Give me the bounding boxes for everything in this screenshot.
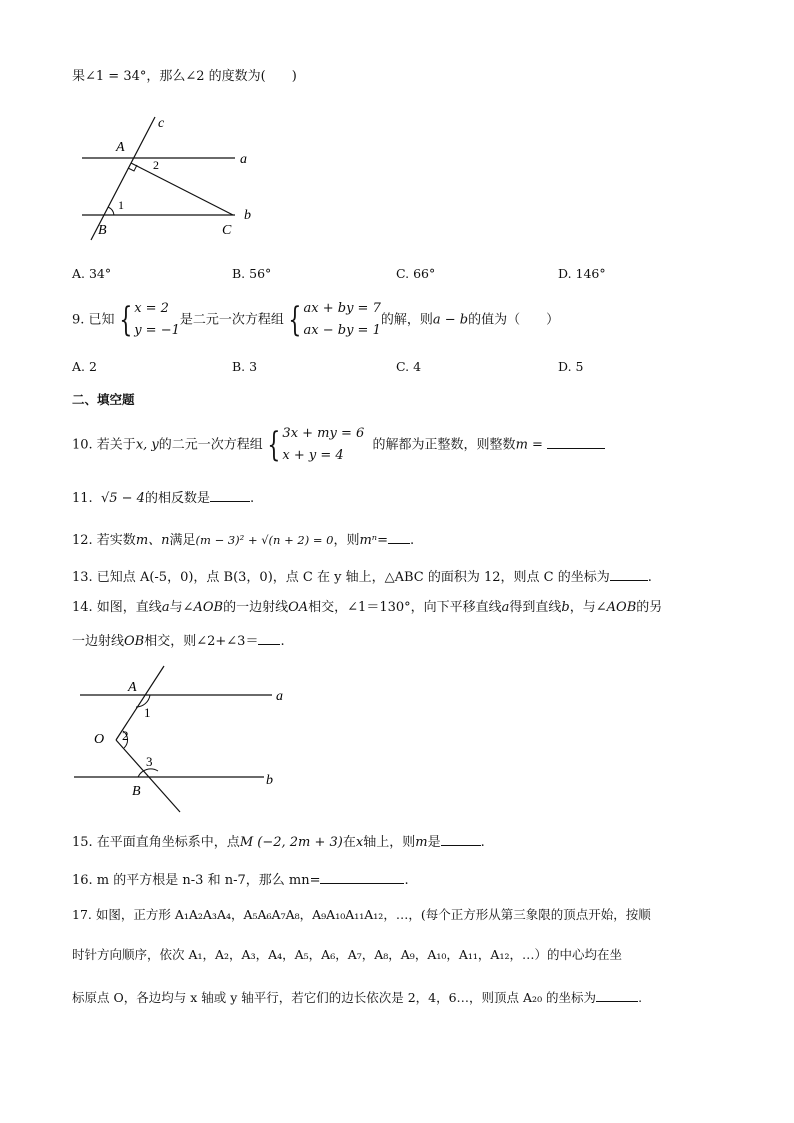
q9-option-d: D. 5: [558, 359, 584, 374]
q14-label-b: b: [266, 773, 273, 788]
q12-stem: 12. 若实数m、n满足(m − 3)² + √(n + 2) = 0，则mⁿ= .: [72, 530, 414, 550]
q12-expr: (m − 3)² + √(n + 2) = 0: [195, 533, 334, 547]
q8-option-d: D. 146°: [558, 266, 606, 281]
q14-angle-2: 2: [122, 728, 129, 743]
q15-point: M (−2, 2m + 3): [239, 835, 343, 850]
q8-label-a: a: [240, 152, 247, 167]
q14-label-A: A: [128, 680, 137, 695]
q14-line1: 14. 如图，直线a与∠AOB的一边射线OA相交，∠1＝130°，向下平移直线a得到直线b，与∠AOB的另: [72, 600, 663, 615]
q14-label-O: O: [94, 732, 105, 747]
q9-stem: [72, 298, 559, 343]
q8-angle-1: 1: [118, 198, 124, 212]
q9-option-b: B. 3: [232, 359, 258, 374]
q14-angle-3: 3: [146, 754, 153, 769]
q8-label-C: C: [222, 223, 232, 238]
q14-angle-1: 1: [144, 705, 151, 720]
q9-mid: 是二元一次方程组: [179, 312, 284, 328]
q15-stem: 15. 在平面直角坐标系中，点M (−2, 2m + 3)在x轴上，则m是 .: [72, 832, 485, 852]
q16-stem: 16. m 的平方根是 n-3 和 n-7，那么 mn= .: [72, 870, 409, 890]
q8-option-c: C. 66°: [396, 266, 436, 281]
q14-answer-blank: [258, 631, 280, 645]
q15-answer-blank: [441, 832, 481, 846]
q9-system-1: x = 2 y = −1: [134, 301, 180, 338]
q8-label-A: A: [116, 140, 125, 155]
q13-stem: 13. 已知点 A(-5，0)，点 B(3，0)，点 C 在 y 轴上，△ABC 的面积为 12，则点 C 的坐标为 .: [72, 567, 652, 587]
q14-figure: [70, 660, 290, 820]
q10-stem: 10. 若关于x, y的二元一次方程组 { 3x + my = 6 x + y = 4 的解都为正整数，则整数m =: [72, 423, 605, 468]
q17-answer-blank: [596, 988, 638, 1002]
q8-stem: 果∠1 = 34°，那么∠2 的度数为( ): [72, 69, 297, 84]
q11-expr: √5 − 4: [100, 491, 145, 506]
q8-figure: [70, 108, 270, 248]
q8-angle-2: 2: [153, 158, 159, 172]
q17-line1: 17. 如图，正方形 A₁A₂A₃A₄，A₅A₆A₇A₈，A₉A₁₀A₁₁A₁₂，…，(每个正方形从第三象限的顶点开始，按顺: [72, 907, 651, 922]
q16-answer-blank: [320, 870, 404, 884]
q9-prefix: 9. 已知: [72, 312, 115, 328]
q11-stem: 11. √5 − 4的相反数是 .: [72, 488, 254, 508]
q10-system: 3x + my = 6 x + y = 4: [282, 426, 365, 463]
q17-line2: 时针方向顺序，依次 A₁，A₂，A₃，A₄，A₅，A₆，A₇，A₈，A₉，A₁₀，A₁₁，A₁₂，…）的中心均在坐: [72, 947, 622, 962]
q8-label-b: b: [244, 208, 251, 223]
q10-answer-blank: [547, 435, 605, 449]
q8-label-c: c: [158, 116, 165, 131]
q11-answer-blank: [210, 488, 250, 502]
q9-option-a: A. 2: [72, 359, 97, 374]
q10-brace: {: [267, 425, 281, 465]
q9-suffix: 的值为（ ）: [468, 312, 560, 328]
q17-line3: 标原点 O，各边均与 x 轴或 y 轴平行，若它们的边长依次是 2，4，6…，则顶点 A₂₀ 的坐标为 .: [72, 990, 643, 1005]
q9-brace-2: {: [288, 300, 302, 340]
q9-brace-1: {: [118, 300, 132, 340]
q14-label-a: a: [276, 689, 283, 704]
q12-answer-blank: [388, 530, 410, 544]
q8-label-B: B: [98, 223, 107, 238]
q14-label-B: B: [132, 784, 141, 799]
q13-answer-blank: [610, 567, 648, 581]
q9-expr: a − b: [432, 312, 469, 328]
q9-solution: 的解，则: [380, 312, 433, 328]
q9-system-2: ax + by = 7 ax − by = 1: [303, 301, 381, 338]
q8-option-a: A. 34°: [72, 266, 112, 281]
q14-line2: 一边射线OB相交，则∠2+∠3＝ .: [72, 631, 285, 651]
q8-option-b: B. 56°: [232, 266, 272, 281]
q9-option-c: C. 4: [396, 359, 422, 374]
section-heading: 二、填空题: [72, 392, 135, 407]
